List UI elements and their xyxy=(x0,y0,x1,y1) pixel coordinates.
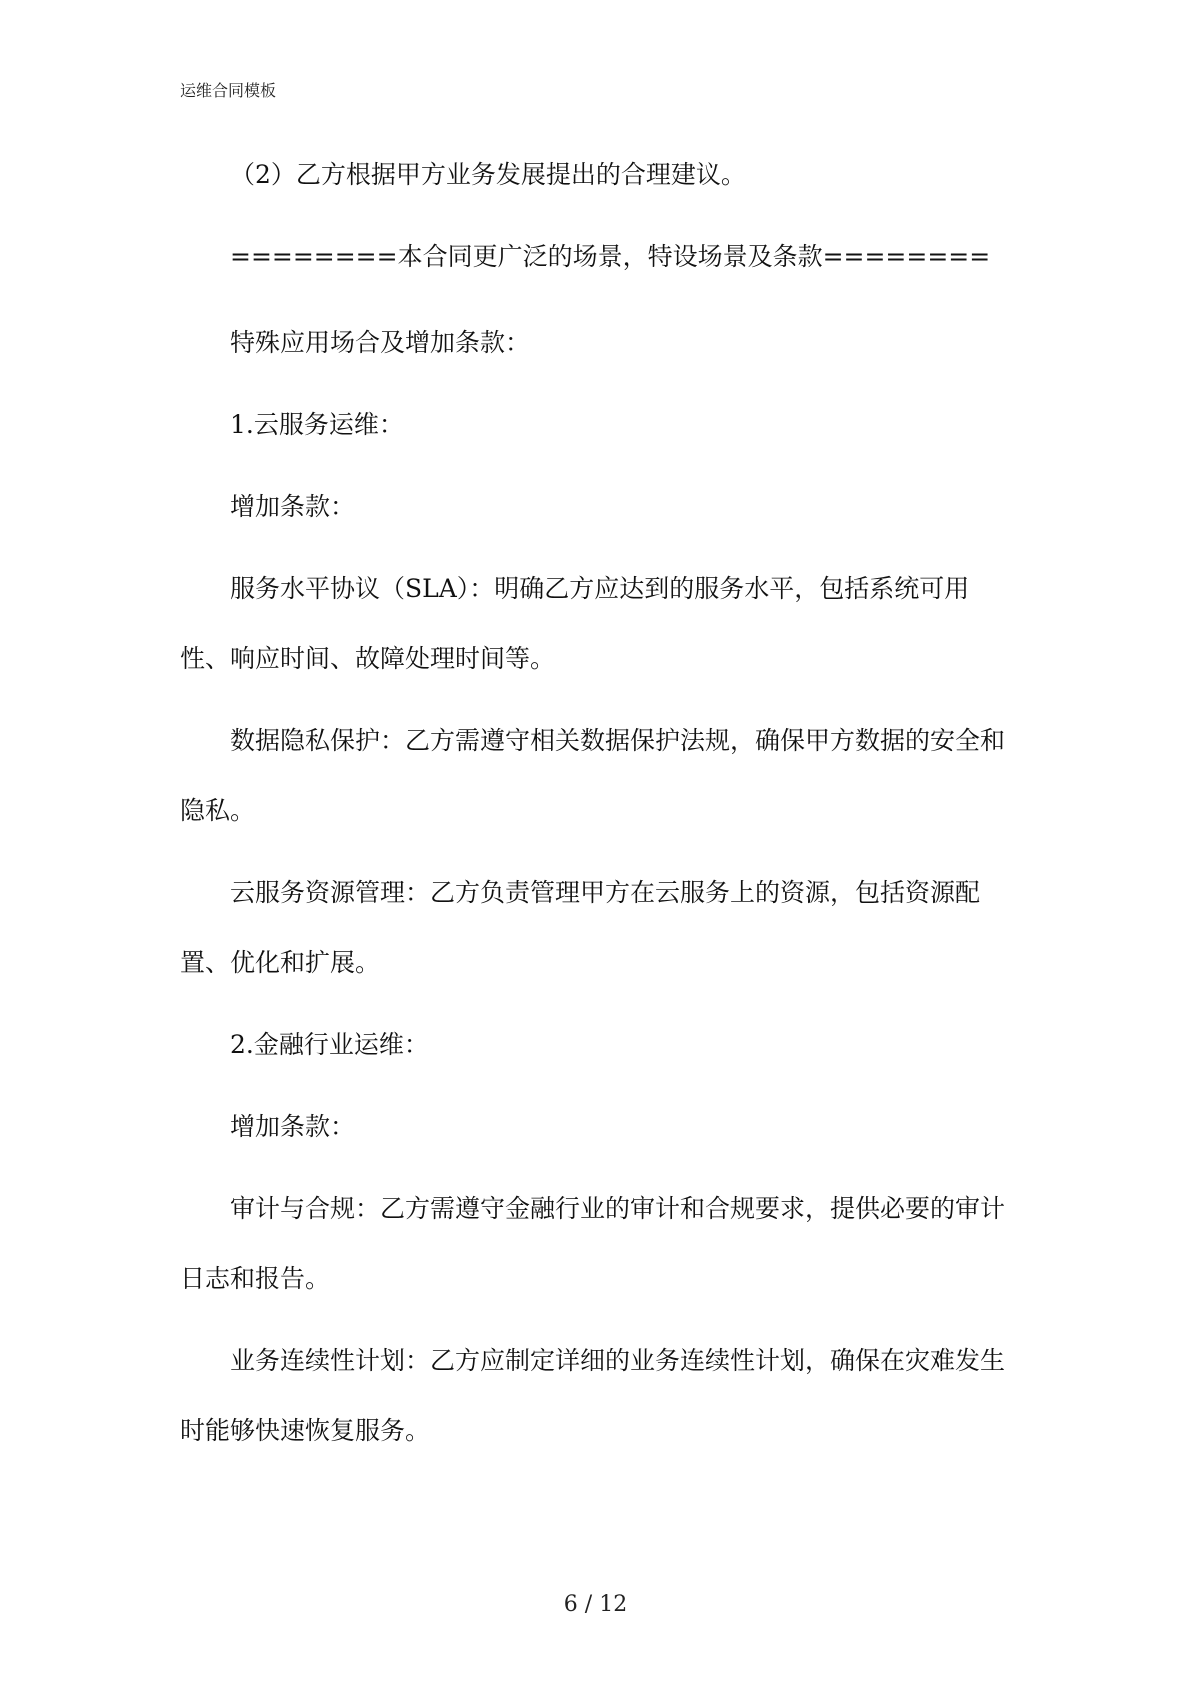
paragraph-cloud-resources: 云服务资源管理：乙方负责管理甲方在云服务上的资源，包括资源配置、优化和扩展。 xyxy=(180,878,981,977)
paragraph-special-intro: 特殊应用场合及增加条款： xyxy=(230,328,531,357)
paragraph-sla: 服务水平协议（SLA）：明确乙方应达到的服务水平，包括系统可用性、响应时间、故障处理时间等。 xyxy=(180,574,970,673)
document-header-title: 运维合同模板 xyxy=(180,81,277,100)
paragraph-data-privacy: 数据隐私保护：乙方需遵守相关数据保护法规，确保甲方数据的安全和隐私。 xyxy=(180,726,1006,825)
heading-finance-ops: 2.金融行业运维： xyxy=(230,1030,429,1059)
page-number: 6 / 12 xyxy=(563,1592,628,1617)
document-body xyxy=(180,140,1010,1478)
heading-cloud-ops: 1.云服务运维： xyxy=(230,410,404,439)
paragraph-business-continuity: 业务连续性计划：乙方应制定详细的业务连续性计划，确保在灾难发生时能够快速恢复服务。 xyxy=(180,1346,1006,1445)
section-separator: ========本合同更广泛的场景，特设场景及条款======== xyxy=(230,242,991,271)
paragraph-additional-clauses-1: 增加条款： xyxy=(230,492,356,521)
paragraph-proposal: （2）乙方根据甲方业务发展提出的合理建议。 xyxy=(230,160,746,189)
paragraph-additional-clauses-2: 增加条款： xyxy=(230,1112,356,1141)
paragraph-audit-compliance: 审计与合规：乙方需遵守金融行业的审计和合规要求，提供必要的审计日志和报告。 xyxy=(180,1194,1006,1293)
